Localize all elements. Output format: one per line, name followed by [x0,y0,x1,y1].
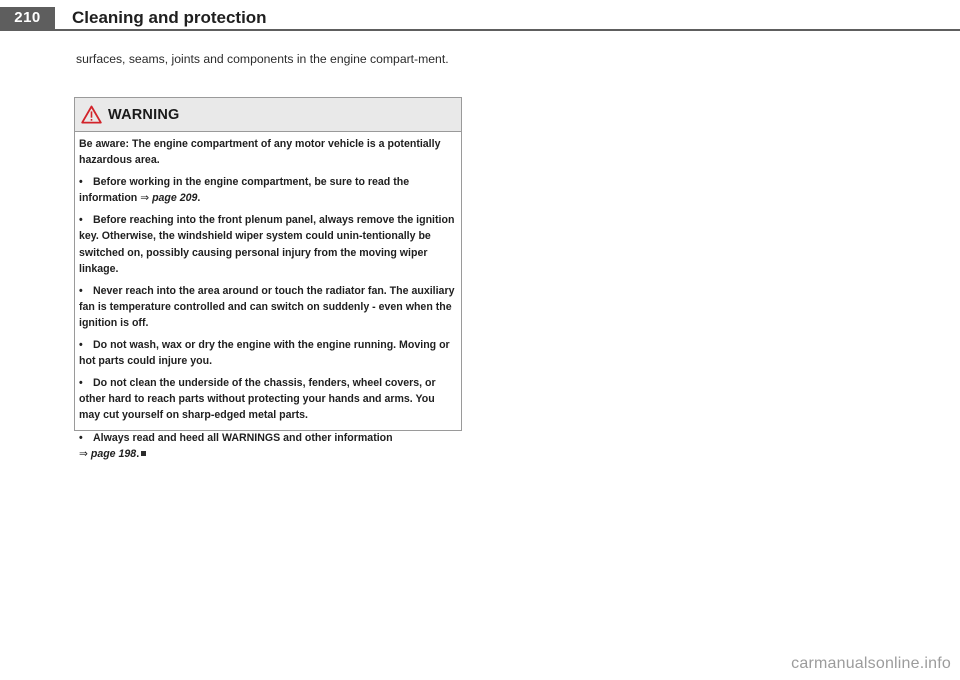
bullet-suffix: . [136,447,140,460]
bullet-marker: • [79,377,83,390]
end-of-section-icon [141,451,146,456]
bullet-marker: • [79,284,83,297]
warning-intro: Be aware: The engine compartment of any motor vehicle is a potentially hazardous area. [79,138,441,167]
page-reference-link[interactable]: page 209 [152,192,198,205]
warning-bullet [79,283,456,331]
warning-bullet [79,375,456,423]
bullet-marker: • [79,176,83,189]
bullet-marker: • [79,214,83,227]
bullet-text: Always read and heed all WARNINGS and other information [93,431,393,444]
warning-box [74,97,462,460]
warning-bullet [79,430,456,462]
bullet-marker: • [79,339,83,352]
page-number: 210 [0,7,55,29]
bullet-text: Before reaching into the front plenum panel, always remove the ignition key. Otherwise, the windshield wiper system could unin-tentionally be switched on, possibly causing personal injury from the moving wiper linkage. [79,214,455,275]
bullet-text: Do not clean the underside of the chassis, fenders, wheel covers, or other hard to reach parts without protecting your hands and arms. You may cut yourself on sharp-edged metal parts. [79,377,436,422]
bullet-suffix: . [197,192,201,205]
warning-bullet [79,212,456,276]
bullet-text: Never reach into the area around or touch the radiator fan. The auxiliary fan is temperature controlled and can switch on suddenly - even when the ignition is off. [79,284,455,329]
bullet-text: Do not wash, wax or dry the engine with the engine running. Moving or hot parts could injure you. [79,339,450,368]
warning-body [75,132,461,462]
warning-title: WARNING [108,107,180,123]
bullet-text: Before working in the engine compartment, be sure to read the information [79,176,410,205]
warning-triangle-icon [81,105,102,124]
warning-bullet [79,174,456,206]
page-reference-link[interactable]: page 198 [90,447,137,460]
reference-arrow-icon: ⇒ [140,192,150,205]
warning-bullet [79,337,456,369]
section-title: Cleaning and protection [72,8,267,27]
bullet-marker: • [79,431,83,444]
warning-header [75,98,461,132]
reference-arrow-icon: ⇒ [79,447,88,460]
header-rule [0,29,960,31]
intro-paragraph: surfaces, seams, joints and components in the engine compart-ment. [76,52,449,66]
watermark: carmanualsonline.info [791,655,951,672]
